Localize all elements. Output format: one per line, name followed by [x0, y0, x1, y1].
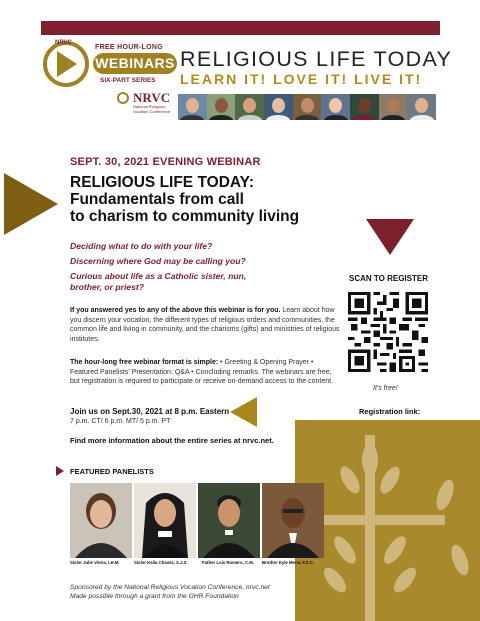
panelist-photo-3 — [198, 483, 260, 558]
face-photo — [407, 94, 436, 120]
logo-nrvc-small: NRVC — [55, 40, 72, 46]
panelist-faces-strip — [178, 94, 436, 120]
format-paragraph — [70, 358, 340, 387]
question-1: Deciding what to do with your life? — [70, 241, 213, 251]
intro-text: Learn about how you discern your vocation, the different types of religious orders and communities, the common life and living in community, and the charisms (gifts) and ministries of religious institutes. — [70, 307, 340, 343]
sponsor-line-1: Sponsored by the National Religious Vocation Conference, nrvc.net — [70, 584, 270, 591]
panelist-name-1: Sister Julie Vieira, I.H.M. — [70, 560, 120, 565]
panelist-name-3: Father Luis Romero, C.M. — [202, 560, 255, 565]
six-part-series-label: SIX-PART SERIES — [100, 77, 156, 84]
top-banner-bar — [41, 21, 440, 35]
free-hour-long-label: FREE HOUR-LONG — [95, 44, 163, 51]
event-date-line: SEPT. 30, 2021 EVENING WEBINAR — [70, 156, 261, 168]
gold-arrow-decoration — [4, 173, 58, 235]
find-more-info: Find more information about the entire series at nrvc.net. — [70, 436, 274, 445]
format-text: • Greeting & Opening Prayer • Featured Panelists' Presentation: Q&A • Concluding remarks. The webinars are free, but registration is required to participate or receive on-demand access to the content. — [70, 359, 334, 385]
panelist-name-4: Brother Kyle Mena, F.S.C. — [262, 560, 315, 565]
face-photo — [207, 94, 236, 120]
headline-line-1: RELIGIOUS LIFE TODAY: — [70, 174, 255, 191]
intro-paragraph — [70, 306, 340, 344]
format-lead: The hour-long free webinar format is simple: — [70, 359, 219, 366]
time-zones: 7 p.m. CT/ 6 p.m. MT/ 5 p.m. PT — [70, 418, 171, 425]
face-photo — [178, 94, 207, 120]
question-2: Discerning where God may be calling you? — [70, 256, 246, 266]
panelist-photo-1 — [70, 483, 132, 558]
headline-line-3: to charism to community living — [70, 208, 300, 225]
question-3: Curious about life as a Catholic sister, nun, brother, or priest? — [70, 271, 247, 292]
registration-link-label: Registration link: — [359, 407, 421, 416]
panelist-photo-4 — [262, 483, 324, 558]
play-icon — [57, 51, 77, 77]
free-note: It's free! — [373, 385, 398, 392]
featured-panelists-heading: FEATURED PANELISTS — [70, 467, 154, 476]
webinars-badge: WEBINARS — [93, 53, 177, 74]
face-photo — [379, 94, 408, 120]
face-photo — [321, 94, 350, 120]
panelist-name-2: Sister Keila Chavez, S.J.S. — [134, 560, 188, 565]
join-line: Join us on Sept.30, 2021 at 8 p.m. Eastern — [70, 407, 230, 416]
intro-lead: If you answered yes to any of the above this webinar is for you. — [70, 307, 281, 314]
face-photo — [293, 94, 322, 120]
nrvc-logo: NRVC — [133, 90, 171, 105]
series-title: RELIGIOUS LIFE TODAY — [180, 47, 453, 71]
registration-qr-code[interactable] — [348, 292, 428, 372]
gold-left-arrow-decoration — [230, 397, 257, 427]
nrvc-emblem-icon — [117, 92, 129, 104]
face-photo — [235, 94, 264, 120]
headline-line-2: Fundamentals from call — [70, 191, 244, 208]
event-headline — [70, 174, 299, 225]
face-photo — [264, 94, 293, 120]
section-arrow-icon — [56, 466, 64, 476]
sponsor-line-2: Made possible through a grant from the GHR Foundation — [70, 593, 239, 600]
maroon-down-arrow-decoration — [366, 219, 414, 255]
series-slogan: LEARN IT! LOVE IT! LIVE IT! — [180, 71, 423, 87]
nrvc-logo-subtitle: National Religious Vocation Conference — [133, 104, 171, 114]
panelist-photo-2 — [134, 483, 196, 558]
scan-to-register-label: SCAN TO REGISTER — [349, 274, 428, 283]
face-photo — [350, 94, 379, 120]
sponsor-credit — [70, 583, 270, 601]
